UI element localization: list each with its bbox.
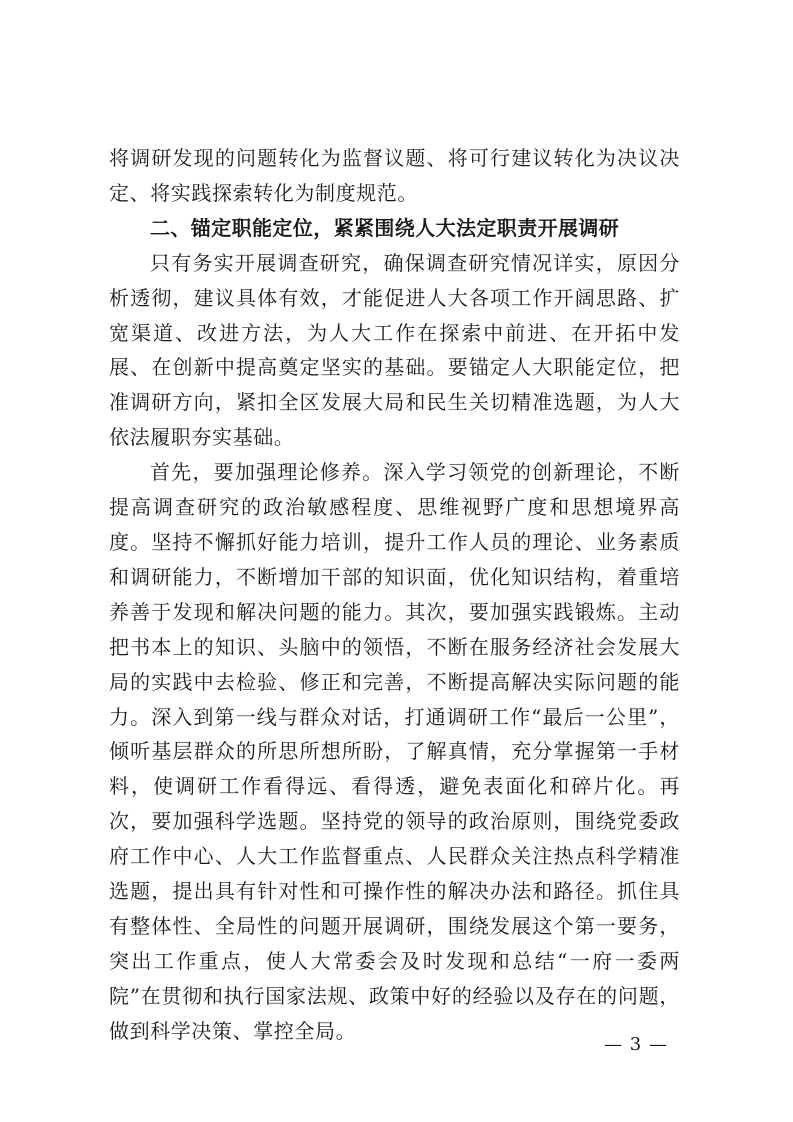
body-paragraph-2: 首先，要加强理论修养。深入学习领党的创新理论，不断提高调查研究的政治敏感程度、思维视野广度和思想境界高度。坚持不懈抓好能力培训，提升工作人员的理论、业务素质和调研能力，不断增加干部的知识面，优化知识结构，着重培养善于发现和解决问题的能力。其次，要加强实践锻炼。主动把书本上的知识、头脑中的领悟，不断在服务经济社会发展大局的实践中去检验、修正和完善，不断提高解决实际问题的能力。深入到第一线与群众对话，打通调研工作“最后一公里”，倾听基层群众的所思所想所盼，了解真情，充分掌握第一手材料，使调研工作看得远、看得透，避免表面化和碎片化。再次，要加强科学选题。坚持党的领导的政治原则，围绕党委政府工作中心、人大工作监督重点、人民群众关注热点科学精准选题，提出具有针对性和可操作性的解决办法和路径。抓住具有整体性、全局性的问题开展调研，围绕发展这个第一要务，突出工作重点，使人大常委会及时发现和总结“一府一委两院”在贯彻和执行国家法规、政策中好的经验以及存在的问题，做到科学决策、掌控全局。: [109, 460, 680, 1043]
document-body: [109, 141, 680, 1049]
continuation-paragraph: 将调研发现的问题转化为监督议题、将可行建议转化为决议决定、将实践探索转化为制度规范。: [109, 146, 680, 205]
section-heading: 二、锚定职能定位，紧紧围绕人大法定职责开展调研: [150, 215, 620, 240]
page-number: — 3 —: [604, 1034, 668, 1055]
body-paragraph-1: 只有务实开展调查研究，确保调查研究情况详实，原因分析透彻，建议具体有效，才能促进人大各项工作开阔思路、扩宽渠道、改进方法，为人大工作在探索中前进、在开拓中发展、在创新中提高奠定坚实的基础。要锚定人大职能定位，把准调研方向，紧扣全区发展大局和民生关切精准选题，为人大依法履职夯实基础。: [109, 250, 680, 450]
